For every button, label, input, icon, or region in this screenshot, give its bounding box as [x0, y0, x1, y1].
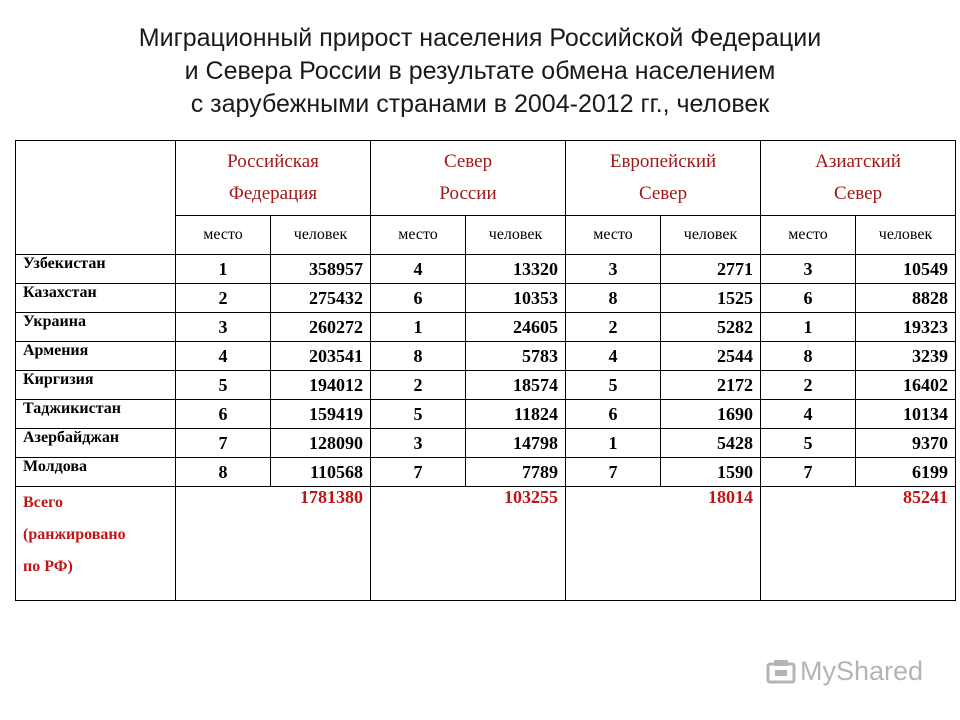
- country-name: Молдова: [16, 458, 176, 487]
- title-line-2: и Севера России в результате обмена населением: [184, 57, 776, 85]
- sr-place: 5: [371, 400, 466, 429]
- es-people: 5428: [661, 429, 761, 458]
- rf-place: 7: [176, 429, 271, 458]
- rf-people: 358957: [271, 255, 371, 284]
- sr-people: 14798: [466, 429, 566, 458]
- total-label: Всего (ранжировано по РФ): [16, 487, 176, 601]
- as-place: 4: [761, 400, 856, 429]
- rf-people: 275432: [271, 284, 371, 313]
- rf-people: 203541: [271, 342, 371, 371]
- page-title: [0, 22, 960, 121]
- watermark: [766, 656, 923, 687]
- rf-people: 128090: [271, 429, 371, 458]
- sub-header-people: человек: [466, 216, 566, 255]
- es-place: 8: [566, 284, 661, 313]
- as-people: 6199: [856, 458, 956, 487]
- sr-people: 10353: [466, 284, 566, 313]
- es-place: 1: [566, 429, 661, 458]
- rf-people: 110568: [271, 458, 371, 487]
- country-name: Азербайджан: [16, 429, 176, 458]
- sub-header-place: место: [176, 216, 271, 255]
- as-people: 10549: [856, 255, 956, 284]
- table-row: [16, 429, 956, 458]
- table-row: [16, 458, 956, 487]
- as-place: 2: [761, 371, 856, 400]
- es-place: 3: [566, 255, 661, 284]
- country-name: Армения: [16, 342, 176, 371]
- table-row: [16, 400, 956, 429]
- table-row: [16, 342, 956, 371]
- corner-cell: [16, 141, 176, 255]
- table-row: [16, 313, 956, 342]
- presentation-logo-icon: [766, 658, 796, 686]
- rf-place: 5: [176, 371, 271, 400]
- es-place: 4: [566, 342, 661, 371]
- sr-people: 5783: [466, 342, 566, 371]
- sub-header-people: человек: [271, 216, 371, 255]
- sr-place: 3: [371, 429, 466, 458]
- es-place: 6: [566, 400, 661, 429]
- migration-table: [15, 140, 956, 601]
- sr-place: 7: [371, 458, 466, 487]
- sub-header-place: место: [761, 216, 856, 255]
- as-people: 16402: [856, 371, 956, 400]
- sr-place: 1: [371, 313, 466, 342]
- as-place: 8: [761, 342, 856, 371]
- watermark-text: MyShared: [800, 656, 924, 686]
- sr-place: 6: [371, 284, 466, 313]
- country-name: Украина: [16, 313, 176, 342]
- rf-people: 194012: [271, 371, 371, 400]
- as-place: 6: [761, 284, 856, 313]
- group-header-russian-federation: Российская Федерация: [176, 141, 371, 216]
- es-people: 2771: [661, 255, 761, 284]
- rf-place: 8: [176, 458, 271, 487]
- as-place: 3: [761, 255, 856, 284]
- sr-place: 4: [371, 255, 466, 284]
- sr-people: 7789: [466, 458, 566, 487]
- es-people: 2172: [661, 371, 761, 400]
- rf-people: 260272: [271, 313, 371, 342]
- es-people: 1525: [661, 284, 761, 313]
- table-row: [16, 284, 956, 313]
- rf-place: 2: [176, 284, 271, 313]
- total-sr: 103255: [371, 487, 566, 601]
- as-people: 19323: [856, 313, 956, 342]
- sub-header-people: человек: [661, 216, 761, 255]
- country-name: Казахстан: [16, 284, 176, 313]
- es-people: 1590: [661, 458, 761, 487]
- total-es: 18014: [566, 487, 761, 601]
- as-people: 10134: [856, 400, 956, 429]
- es-place: 5: [566, 371, 661, 400]
- country-name: Киргизия: [16, 371, 176, 400]
- es-people: 2544: [661, 342, 761, 371]
- as-people: 8828: [856, 284, 956, 313]
- group-header-row: [16, 141, 956, 216]
- rf-place: 3: [176, 313, 271, 342]
- rf-place: 6: [176, 400, 271, 429]
- country-name: Узбекистан: [16, 255, 176, 284]
- title-line-3: с зарубежными странами в 2004-2012 гг., человек: [190, 90, 770, 118]
- country-name: Таджикистан: [16, 400, 176, 429]
- rf-people: 159419: [271, 400, 371, 429]
- as-people: 9370: [856, 429, 956, 458]
- es-people: 5282: [661, 313, 761, 342]
- sr-people: 24605: [466, 313, 566, 342]
- sub-header-place: место: [566, 216, 661, 255]
- rf-place: 1: [176, 255, 271, 284]
- rf-place: 4: [176, 342, 271, 371]
- table-row: [16, 371, 956, 400]
- sr-place: 2: [371, 371, 466, 400]
- sr-people: 13320: [466, 255, 566, 284]
- sr-place: 8: [371, 342, 466, 371]
- group-header-asian-north: Азиатский Север: [761, 141, 956, 216]
- sub-header-people: человек: [856, 216, 956, 255]
- es-place: 7: [566, 458, 661, 487]
- as-place: 1: [761, 313, 856, 342]
- es-place: 2: [566, 313, 661, 342]
- group-header-north-russia: Север России: [371, 141, 566, 216]
- group-header-european-north: Европейский Север: [566, 141, 761, 216]
- as-people: 3239: [856, 342, 956, 371]
- as-place: 7: [761, 458, 856, 487]
- table-row: [16, 255, 956, 284]
- sr-people: 18574: [466, 371, 566, 400]
- total-as: 85241: [761, 487, 956, 601]
- total-rf: 1781380: [176, 487, 371, 601]
- sr-people: 11824: [466, 400, 566, 429]
- sub-header-place: место: [371, 216, 466, 255]
- as-place: 5: [761, 429, 856, 458]
- es-people: 1690: [661, 400, 761, 429]
- total-row: [16, 487, 956, 601]
- title-line-1: Миграционный прирост населения Российской Федерации: [138, 24, 822, 52]
